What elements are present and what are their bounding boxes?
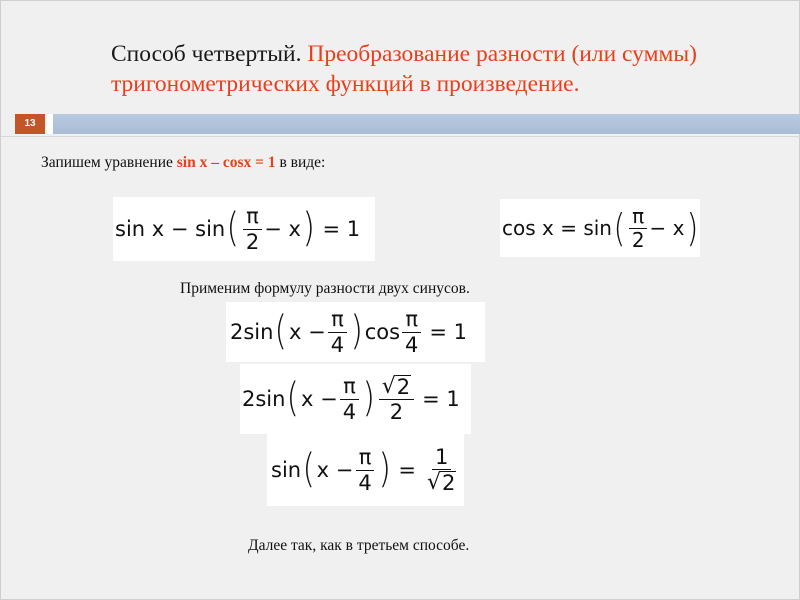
intro-text (41, 154, 325, 172)
title-lead: Способ четвертый. (111, 41, 308, 67)
radicand: 2 (442, 471, 456, 496)
formula-3-inner: x − (289, 320, 326, 344)
fraction-denominator: 2 (389, 400, 404, 425)
fraction (629, 203, 648, 252)
paren-open: ( (287, 375, 300, 422)
formula-1-tail: − x (264, 217, 301, 241)
fraction-numerator: π (356, 446, 375, 470)
paren-close: ) (362, 375, 376, 422)
fraction-denominator: 2 (631, 227, 645, 252)
formula-4-rhs: = 1 (422, 387, 460, 411)
caption-next-step: Далее так, как в третьем способе. (248, 537, 470, 554)
intro-before: Запишем уравнение (41, 154, 177, 171)
formula-3 (226, 302, 485, 362)
radical-sign: √ (381, 373, 396, 399)
square-root (427, 471, 456, 494)
title-accent: Преобразование разности (или суммы) тригонометрических функций в произведение. (111, 41, 697, 97)
formula-1-rhs: = 1 (322, 217, 361, 241)
fraction (379, 375, 414, 423)
intro-equation: sin x – cosx = 1 (176, 154, 276, 171)
paren-open: ( (226, 205, 240, 252)
fraction-numerator: π (328, 308, 347, 332)
formula-1 (113, 197, 375, 261)
header-rule-bar (53, 114, 800, 134)
paren-open: ( (275, 308, 288, 355)
formula-4 (240, 364, 471, 434)
formula-5-inner: x − (316, 458, 354, 482)
formula-1-lead: sin x − sin (115, 217, 226, 241)
fraction-numerator: 1 (432, 446, 451, 470)
fraction (243, 205, 262, 252)
fraction-numerator: π (340, 375, 359, 399)
formula-3-lead: 2sin (230, 320, 274, 344)
intro-after: в виде: (275, 154, 326, 171)
paren-close: ) (350, 308, 364, 355)
fraction-numerator (379, 375, 414, 400)
caption-sine-difference: Применим формулу разности двух синусов. (180, 280, 470, 297)
fraction-denominator: 4 (358, 470, 372, 495)
fraction-numerator: π (243, 205, 262, 229)
fraction (328, 308, 347, 355)
formula-4-lead: 2sin (242, 387, 286, 411)
fraction (340, 375, 359, 422)
fraction-numerator: π (629, 206, 647, 229)
formula-3-mid: cos (364, 320, 401, 344)
paren-close: ) (378, 446, 391, 493)
formula-2-lead: cos x = sin (502, 216, 612, 240)
radicand: 2 (396, 375, 411, 399)
slide-title (111, 39, 771, 99)
fraction-denominator (424, 470, 459, 494)
square-root (382, 375, 411, 398)
formula-5-lead: sin (271, 458, 302, 482)
slide-number: 13 (15, 114, 45, 134)
formula-5 (267, 434, 464, 506)
formula-4-inner: x − (301, 387, 338, 411)
paren-open: ( (302, 446, 316, 493)
paren-close: ) (685, 206, 698, 250)
formula-2-tail: − x (649, 216, 685, 240)
paren-open: ( (613, 206, 626, 250)
fraction-denominator: 4 (330, 332, 345, 357)
radical-sign: √ (426, 469, 441, 495)
divider (1, 136, 800, 137)
fraction (402, 308, 421, 355)
fraction (355, 446, 374, 493)
formula-2 (500, 199, 700, 257)
fraction-denominator: 4 (342, 399, 357, 424)
formula-3-rhs: = 1 (429, 320, 468, 344)
fraction-denominator: 2 (245, 229, 260, 254)
formula-5-eq: = (398, 458, 416, 482)
paren-close: ) (302, 205, 315, 252)
fraction (424, 446, 459, 494)
fraction-denominator: 4 (405, 332, 419, 357)
fraction-numerator: π (402, 308, 421, 332)
